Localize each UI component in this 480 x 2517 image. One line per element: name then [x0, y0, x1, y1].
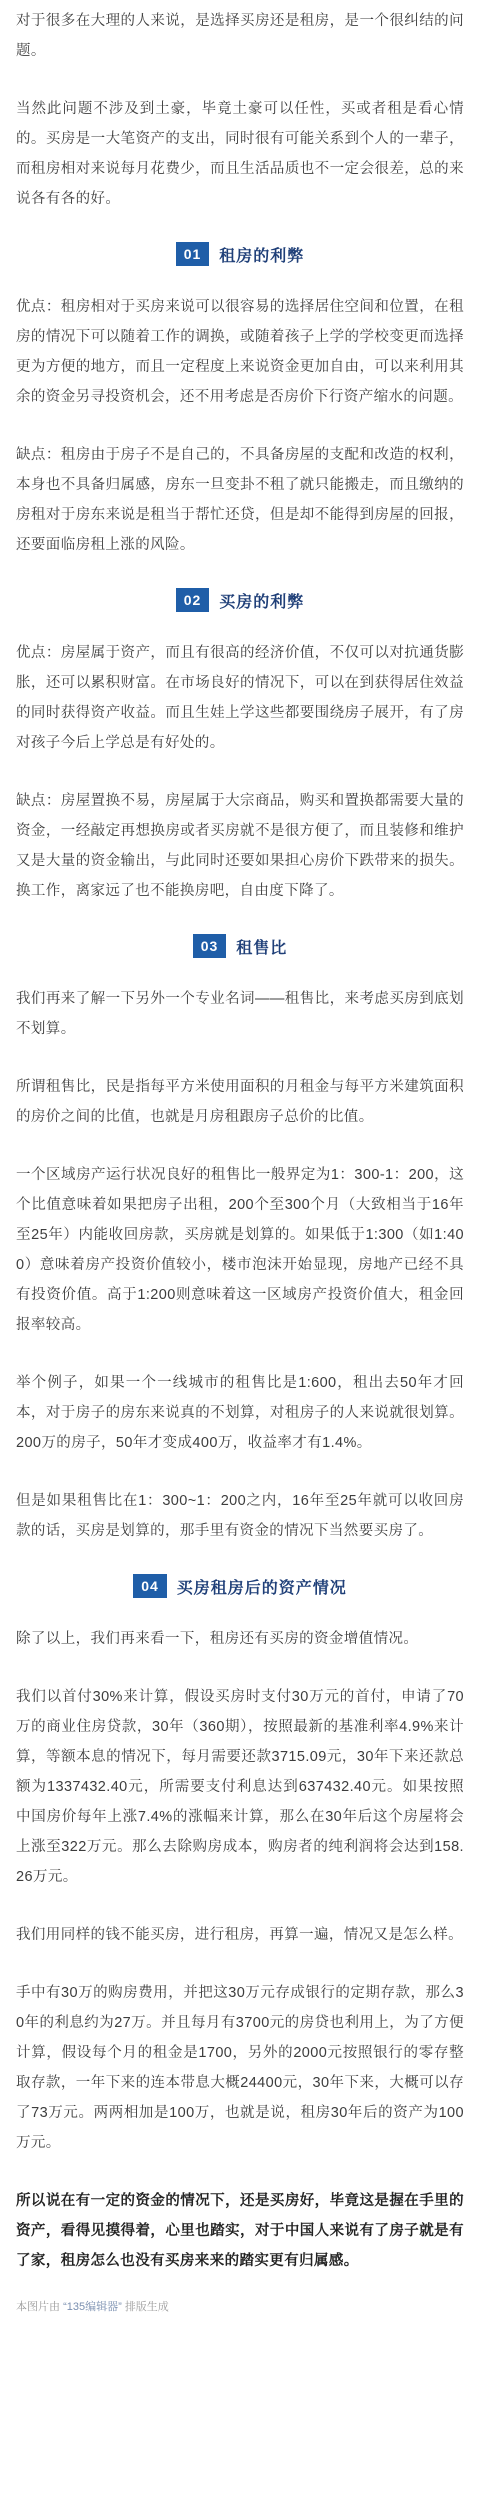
section-header-04 [16, 1574, 464, 1598]
footer-credit [16, 2298, 464, 2316]
body-paragraph: 缺点：房屋置换不易，房屋属于大宗商品，购买和置换都需要大量的资金，一经敲定再想换房或者买房就不是很方便了，而且装修和维护又是大量的资金输出，与此同时还要如果担心房价下跌带来的损失。换工作，离家远了也不能换房吧，自由度下降了。 [16, 793, 464, 899]
intro-paragraph: 当然此问题不涉及到土豪，毕竟土豪可以任性，买或者租是看心情的。买房是一大笔资产的支出，同时很有可能关系到个人的一辈子，而租房相对来说每月花费少，而且生活品质也不一定会很差，总的来说各有各的好。 [16, 101, 464, 207]
intro-paragraph: 对于很多在大理的人来说，是选择买房还是租房，是一个很纠结的问题。 [16, 13, 464, 59]
section-title: 租售比 [236, 939, 288, 957]
section-number: 04 [133, 1574, 167, 1598]
conclusion-paragraph: 所以说在有一定的资金的情况下，还是买房好，毕竟这是握在手里的资产，看得见摸得着，心里也踏实，对于中国人来说有了房子就是有了家，租房怎么也没有买房来来的踏实更有归属感。 [16, 2193, 464, 2269]
body-paragraph: 所谓租售比，民是指每平方米使用面积的月租金与每平方米建筑面积的房价之间的比值，也就是月房租跟房子总价的比值。 [16, 1079, 464, 1125]
section-header-01 [16, 242, 464, 266]
body-paragraph: 我们用同样的钱不能买房，进行租房，再算一遍，情况又是怎么样。 [16, 1927, 463, 1943]
section-number: 01 [176, 242, 210, 266]
footer-prefix: 本图片由 [16, 2301, 60, 2313]
body-paragraph: 我们以首付30%来计算，假设买房时支付30万元的首付，申请了70万的商业住房贷款，30年（360期），按照最新的基准利率4.9%来计算，等额本息的情况下，每月需要还款3715.09元，30年下来还款总额为1337432.40元，所需要支付利息达到637432.40元。如果按照中国房价每年上涨7.4%的涨幅来计算，那么在30年后这个房屋将会上涨至322万元。那么去除购房成本，购房者的纯利润将会达到158.26万元。 [16, 1689, 464, 1885]
body-paragraph: 优点：房屋属于资产，而且有很高的经济价值，不仅可以对抗通货膨胀，还可以累积财富。在市场良好的情况下，可以在到获得居住效益的同时获得资产收益。而且生娃上学这些都要围绕房子展开，有了房对孩子今后上学总是有好处的。 [16, 645, 464, 751]
body-paragraph: 手中有30万的购房费用，并把这30万元存成银行的定期存款，那么30年的利息约为27万。并且每月有3700元的房贷也利用上，为了方便计算，假设每个月的租金是1700，另外的2000元按照银行的零存整取存款，一年下来的连本带息大概24400元，30年下来，大概可以存了73万元。两两相加是100万，也就是说，租房30年后的资产为100万元。 [16, 1985, 464, 2151]
body-paragraph: 优点：租房相对于买房来说可以很容易的选择居住空间和位置，在租房的情况下可以随着工作的调换，或随着孩子上学的学校变更而选择更为方便的地方，而且一定程度上来说资金更加自由，可以来利用其余的资金另寻投资机会，还不用考虑是否房价下行资产缩水的问题。 [16, 299, 464, 405]
footer-suffix: 排版生成 [124, 2301, 169, 2313]
body-paragraph: 一个区域房产运行状况良好的租售比一般界定为1：300-1：200，这个比值意味着如果把房子出租，200个至300个月（大致相当于16年至25年）内能收回房款，买房就是划算的。如果低于1:300（如1:400）意味着房产投资价值较小，楼市泡沫开始显现，房地产已经不具有投资价值。高于1:200则意味着这一区域房产投资价值大，租金回报率较高。 [16, 1167, 464, 1333]
body-paragraph: 缺点：租房由于房子不是自己的，不具备房屋的支配和改造的权利，本身也不具备归属感，房东一旦变卦不租了就只能搬走，而且缴纳的房租对于房东来说是租当于帮忙还贷，但是却不能得到房屋的回报，还要面临房租上涨的风险。 [16, 447, 464, 553]
section-header-03 [16, 934, 464, 958]
body-paragraph: 除了以上，我们再来看一下，租房还有买房的资金增值情况。 [16, 1631, 419, 1647]
body-paragraph: 举个例子，如果一个一线城市的租售比是1:600，租出去50年才回本，对于房子的房东来说真的不划算，对租房子的人来说就很划算。200万的房子，50年才变成400万，收益率才有1.4%。 [16, 1375, 464, 1451]
section-header-02 [16, 588, 464, 612]
section-number: 03 [193, 934, 227, 958]
section-title: 买房租房后的资产情况 [176, 1579, 347, 1597]
section-title: 租房的利弊 [219, 247, 305, 265]
body-paragraph: 但是如果租售比在1：300~1：200之内，16年至25年就可以收回房款的话，买房是划算的，那手里有资金的情况下当然要买房了。 [16, 1493, 464, 1539]
section-title: 买房的利弊 [219, 593, 305, 611]
section-number: 02 [176, 588, 210, 612]
body-paragraph: 我们再来了解一下另外一个专业名词——租售比，来考虑买房到底划不划算。 [16, 991, 464, 1037]
footer-source: “135编辑器” [63, 2301, 122, 2313]
